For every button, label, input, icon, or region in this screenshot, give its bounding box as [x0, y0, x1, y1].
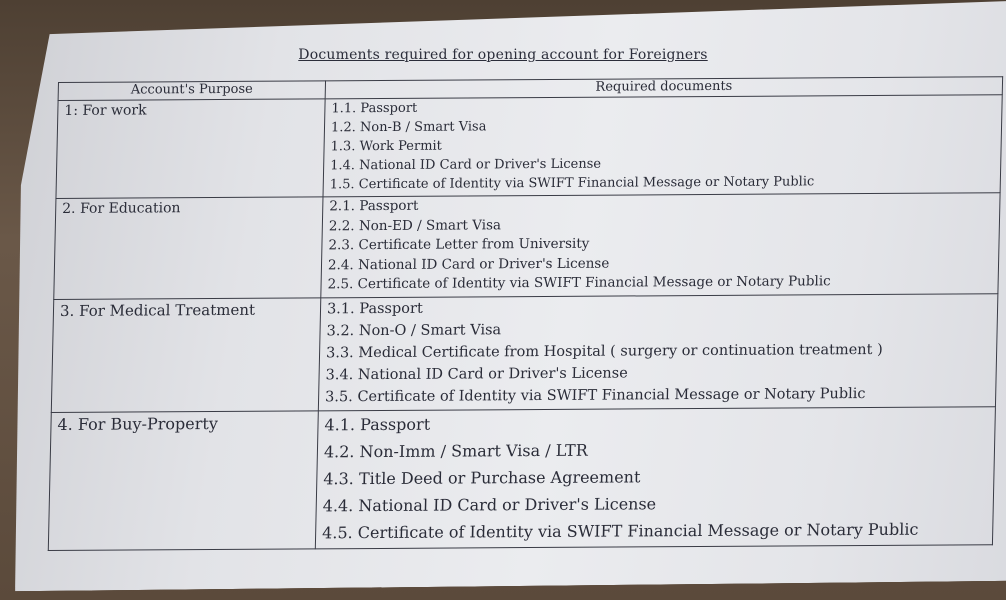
list-item: 4.5. Certificate of Identity via SWIFT Financial Message or Notary Public [321, 519, 919, 542]
documents-cell [315, 406, 995, 548]
list-item: 3.3. Medical Certificate from Hospital ( surgery or continuation treatment ) [325, 341, 883, 361]
document-title: Documents required for opening account for Foreigners [298, 47, 708, 63]
table-row [48, 406, 995, 550]
list-item: 1.4. National ID Card or Driver's License [330, 156, 602, 174]
table-row [51, 293, 998, 412]
table-row [56, 95, 1002, 199]
list-item: 4.3. Title Deed or Purchase Agreement [323, 466, 641, 488]
requirements-table [48, 76, 1003, 550]
documents-cell [318, 293, 998, 410]
list-item: 2.4. National ID Card or Driver's License [327, 255, 610, 273]
list-item: 2.1. Passport [329, 197, 419, 215]
list-item: 3.4. National ID Card or Driver's License [325, 364, 628, 383]
list-item: 2.3. Certificate Letter from University [328, 235, 590, 254]
purpose-cell-education: 2. For Education [54, 197, 323, 299]
list-item: 4.1. Passport [324, 414, 431, 434]
table-row [54, 193, 1000, 299]
list-item: 4.4. National ID Card or Driver's License [322, 493, 657, 515]
list-item: 1.1. Passport [331, 100, 418, 117]
list-item: 2.2. Non-ED / Smart Visa [328, 216, 502, 234]
list-item: 3.5. Certificate of Identity via SWIFT Financial Message or Notary Public [324, 385, 866, 405]
list-item: 1.2. Non-B / Smart Visa [330, 119, 487, 136]
documents-column-header: Required documents [325, 77, 1002, 99]
list-item: 4.2. Non-Imm / Smart Visa / LTR [323, 440, 588, 461]
documents-cell [321, 193, 1000, 298]
list-item: 3.1. Passport [326, 300, 423, 317]
purpose-cell-medical: 3. For Medical Treatment [51, 297, 321, 412]
purpose-cell-work: 1: For work [56, 99, 325, 199]
list-item: 3.2. Non-O / Smart Visa [326, 321, 502, 339]
list-item: 2.5. Certificate of Identity via SWIFT Financial Message or Notary Public [327, 273, 831, 293]
documents-cell [323, 95, 1002, 197]
list-item: 1.5. Certificate of Identity via SWIFT Financial Message or Notary Public [329, 174, 815, 193]
list-item: 1.3. Work Permit [330, 138, 443, 155]
purpose-cell-property: 4. For Buy-Property [48, 410, 318, 550]
purpose-column-header: Account's Purpose [58, 81, 325, 101]
